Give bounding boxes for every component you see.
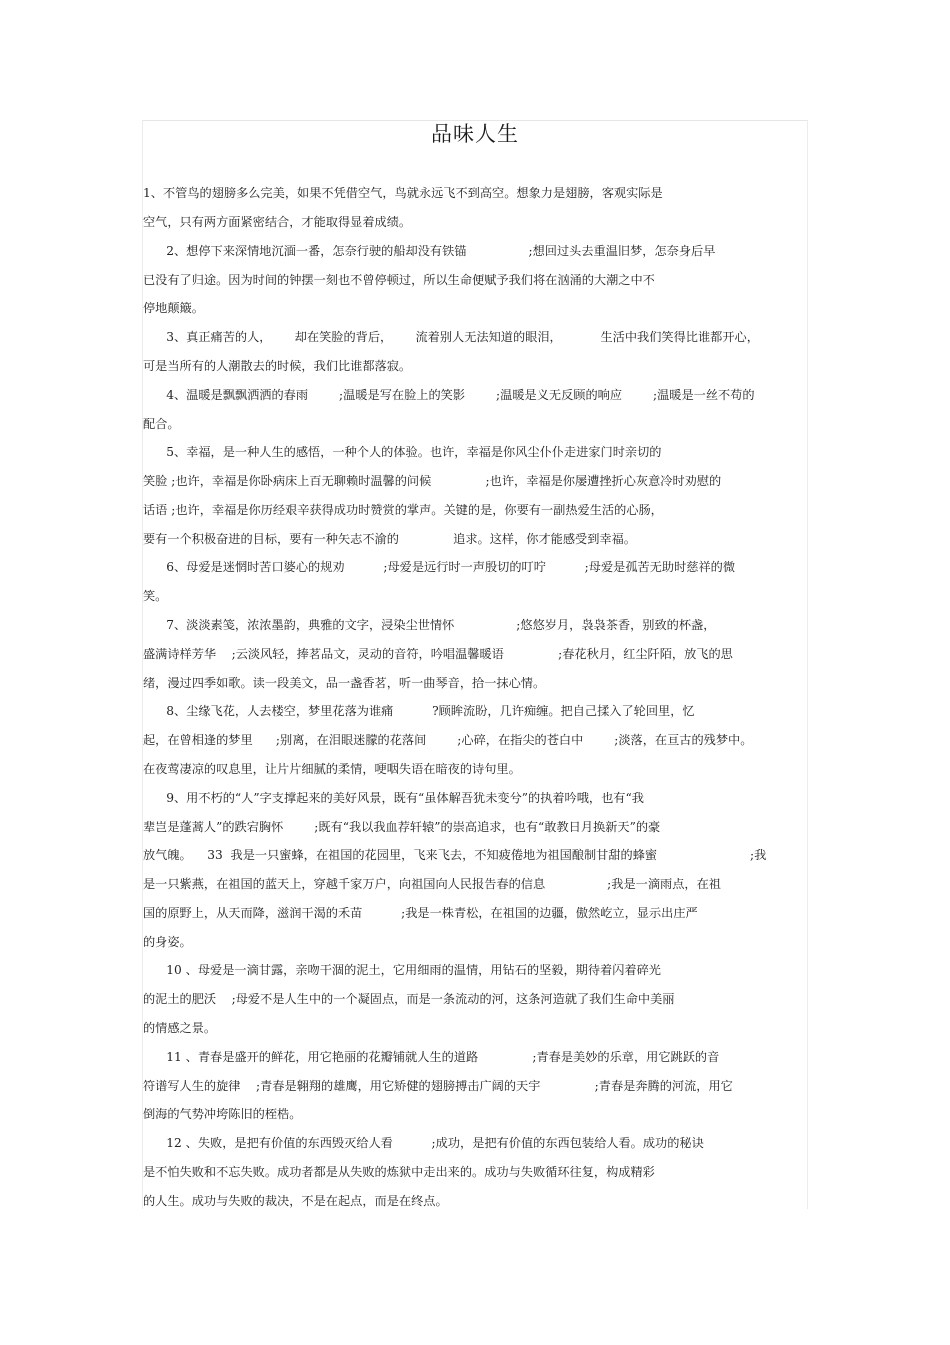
- text-line: 倒海的气势冲垮陈旧的桎梏。: [143, 1107, 302, 1121]
- text-line: 是不怕失败和不忘失败。成功者都是从失败的炼狱中走出来的。成功与失败循环往复，构成精彩: [143, 1165, 655, 1179]
- text-line: 空气，只有两方面紧密结合，才能取得显着成绩。: [143, 215, 412, 229]
- text-line: 7、淡淡素笺，浓浓墨韵，典雅的文字，浸染尘世情怀 ;悠悠岁月，袅袅茶香，别致的杯盏，: [143, 618, 716, 632]
- text-line: 笑。: [143, 589, 168, 603]
- text-line: 起，在曾相逢的梦里 ;别离，在泪眼迷朦的花落间 ;心碎，在指尖的苍白中 ;淡落，在亘古的残梦中。: [143, 733, 753, 747]
- text-line: 6、母爱是迷惘时苦口婆心的规劝 ;母爱是远行时一声殷切的叮咛 ;母爱是孤苦无助时慈祥的微: [143, 560, 736, 574]
- text-line: 8、尘缘飞花，人去楼空，梦里花落为谁痛 ?顾眸流盼，几许痴缠。把自己揉入了轮回里，忆: [143, 704, 695, 718]
- text-line: 话语 ;也许，幸福是你历经艰辛获得成功时赞赏的掌声。关键的是，你要有一副热爱生活的心肠，: [143, 503, 663, 517]
- text-line: 2、想停下来深情地沉湎一番，怎奈行驶的船却没有铁锚 ;想回过头去重温旧梦，怎奈身后早: [143, 244, 716, 258]
- text-line: 1、不管鸟的翅膀多么完美，如果不凭借空气，鸟就永远飞不到高空。想象力是翅膀，客观实际是: [143, 186, 663, 200]
- text-line: 的人生。成功与失败的裁决，不是在起点，而是在终点。: [143, 1194, 448, 1208]
- text-line: 绪，漫过四季如歌。读一段美文，品一盏香茗，听一曲琴音，拾一抹心情。: [143, 676, 546, 690]
- text-line: 要有一个积极奋进的目标，要有一种矢志不渝的 追求。这样，你才能感受到幸福。: [143, 532, 636, 546]
- text-line: 10 、母爱是一滴甘露，亲吻干涸的泥土，它用细雨的温情，用钻石的坚毅，期待着闪着碎光: [143, 963, 661, 977]
- text-line: 11 、青春是盛开的鲜花，用它艳丽的花瓣铺就人生的道路 ;青春是美妙的乐章，用它跳跃的音: [143, 1050, 720, 1064]
- text-line: 放气魄。 33 我是一只蜜蜂，在祖国的花园里，飞来飞去，不知疲倦地为祖国酿制甘甜的蜂蜜 ;我: [143, 848, 767, 862]
- text-line: 国的原野上，从天而降，滋润干渴的禾苗 ;我是一株青松，在祖国的边疆，傲然屹立，显示出庄严: [143, 906, 698, 920]
- text-line: 笑脸 ;也许，幸福是你卧病床上百无聊赖时温馨的问候 ;也许，幸福是你屡遭挫折心灰意冷时劝慰的: [143, 474, 722, 488]
- text-line: 3、真正痛苦的人， 却在笑脸的背后， 流着别人无法知道的眼泪， 生活中我们笑得比谁都开心，: [143, 330, 759, 344]
- page-title: 品味人生: [431, 122, 519, 146]
- text-line: 5、幸福，是一种人生的感悟，一种个人的体验。也许，幸福是你风尘仆仆走进家门时亲切的: [143, 445, 662, 459]
- text-line: 的身姿。: [143, 935, 192, 949]
- text-line: 配合。: [143, 417, 180, 431]
- text-line: 的泥土的肥沃 ;母爱不是人生中的一个凝固点，而是一条流动的河，这条河造就了我们生命中美丽: [143, 992, 675, 1006]
- text-line: 已没有了归途。因为时间的钟摆一刻也不曾停顿过，所以生命便赋予我们将在汹涌的大潮之中不: [143, 273, 655, 287]
- text-line: 可是当所有的人潮散去的时候，我们比谁都落寂。: [143, 359, 412, 373]
- text-line: 停地颠簸。: [143, 301, 204, 315]
- text-line: 12 、失败，是把有价值的东西毁灭给人看 ;成功，是把有价值的东西包装给人看。成功的秘诀: [143, 1136, 704, 1150]
- text-line: 盛满诗样芳华 ;云淡风轻，捧茗品文，灵动的音符，吟唱温馨暖语 ;春花秋月，红尘阡陌，放飞的思: [143, 647, 733, 661]
- text-line: 符谱写人生的旋律 ;青春是翱翔的雄鹰，用它矫健的翅膀搏击广阔的天宇 ;青春是奔腾的河流，用它: [143, 1079, 733, 1093]
- text-line: 9、用不朽的“人”字支撑起来的美好风景，既有“虽体解吾犹未变兮”的执着吟哦，也有“我: [143, 791, 644, 805]
- text-line: 在夜莺凄凉的叹息里，让片片细腻的柔情，哽咽失语在暗夜的诗句里。: [143, 762, 521, 776]
- text-line: 是一只紫燕，在祖国的蓝天上，穿越千家万户，向祖国向人民报告春的信息 ;我是一滴雨点，在祖: [143, 877, 721, 891]
- text-line: 4、温暖是飘飘洒洒的春雨 ;温暖是写在脸上的笑影 ;温暖是义无反顾的响应 ;温暖是一丝不苟的: [143, 388, 755, 402]
- text-line: 的情感之景。: [143, 1021, 217, 1035]
- text-line: 辈岂是蓬蒿人”的跌宕胸怀 ;既有“我以我血荐轩辕”的崇高追求，也有“敢教日月换新天”的豪: [143, 820, 661, 834]
